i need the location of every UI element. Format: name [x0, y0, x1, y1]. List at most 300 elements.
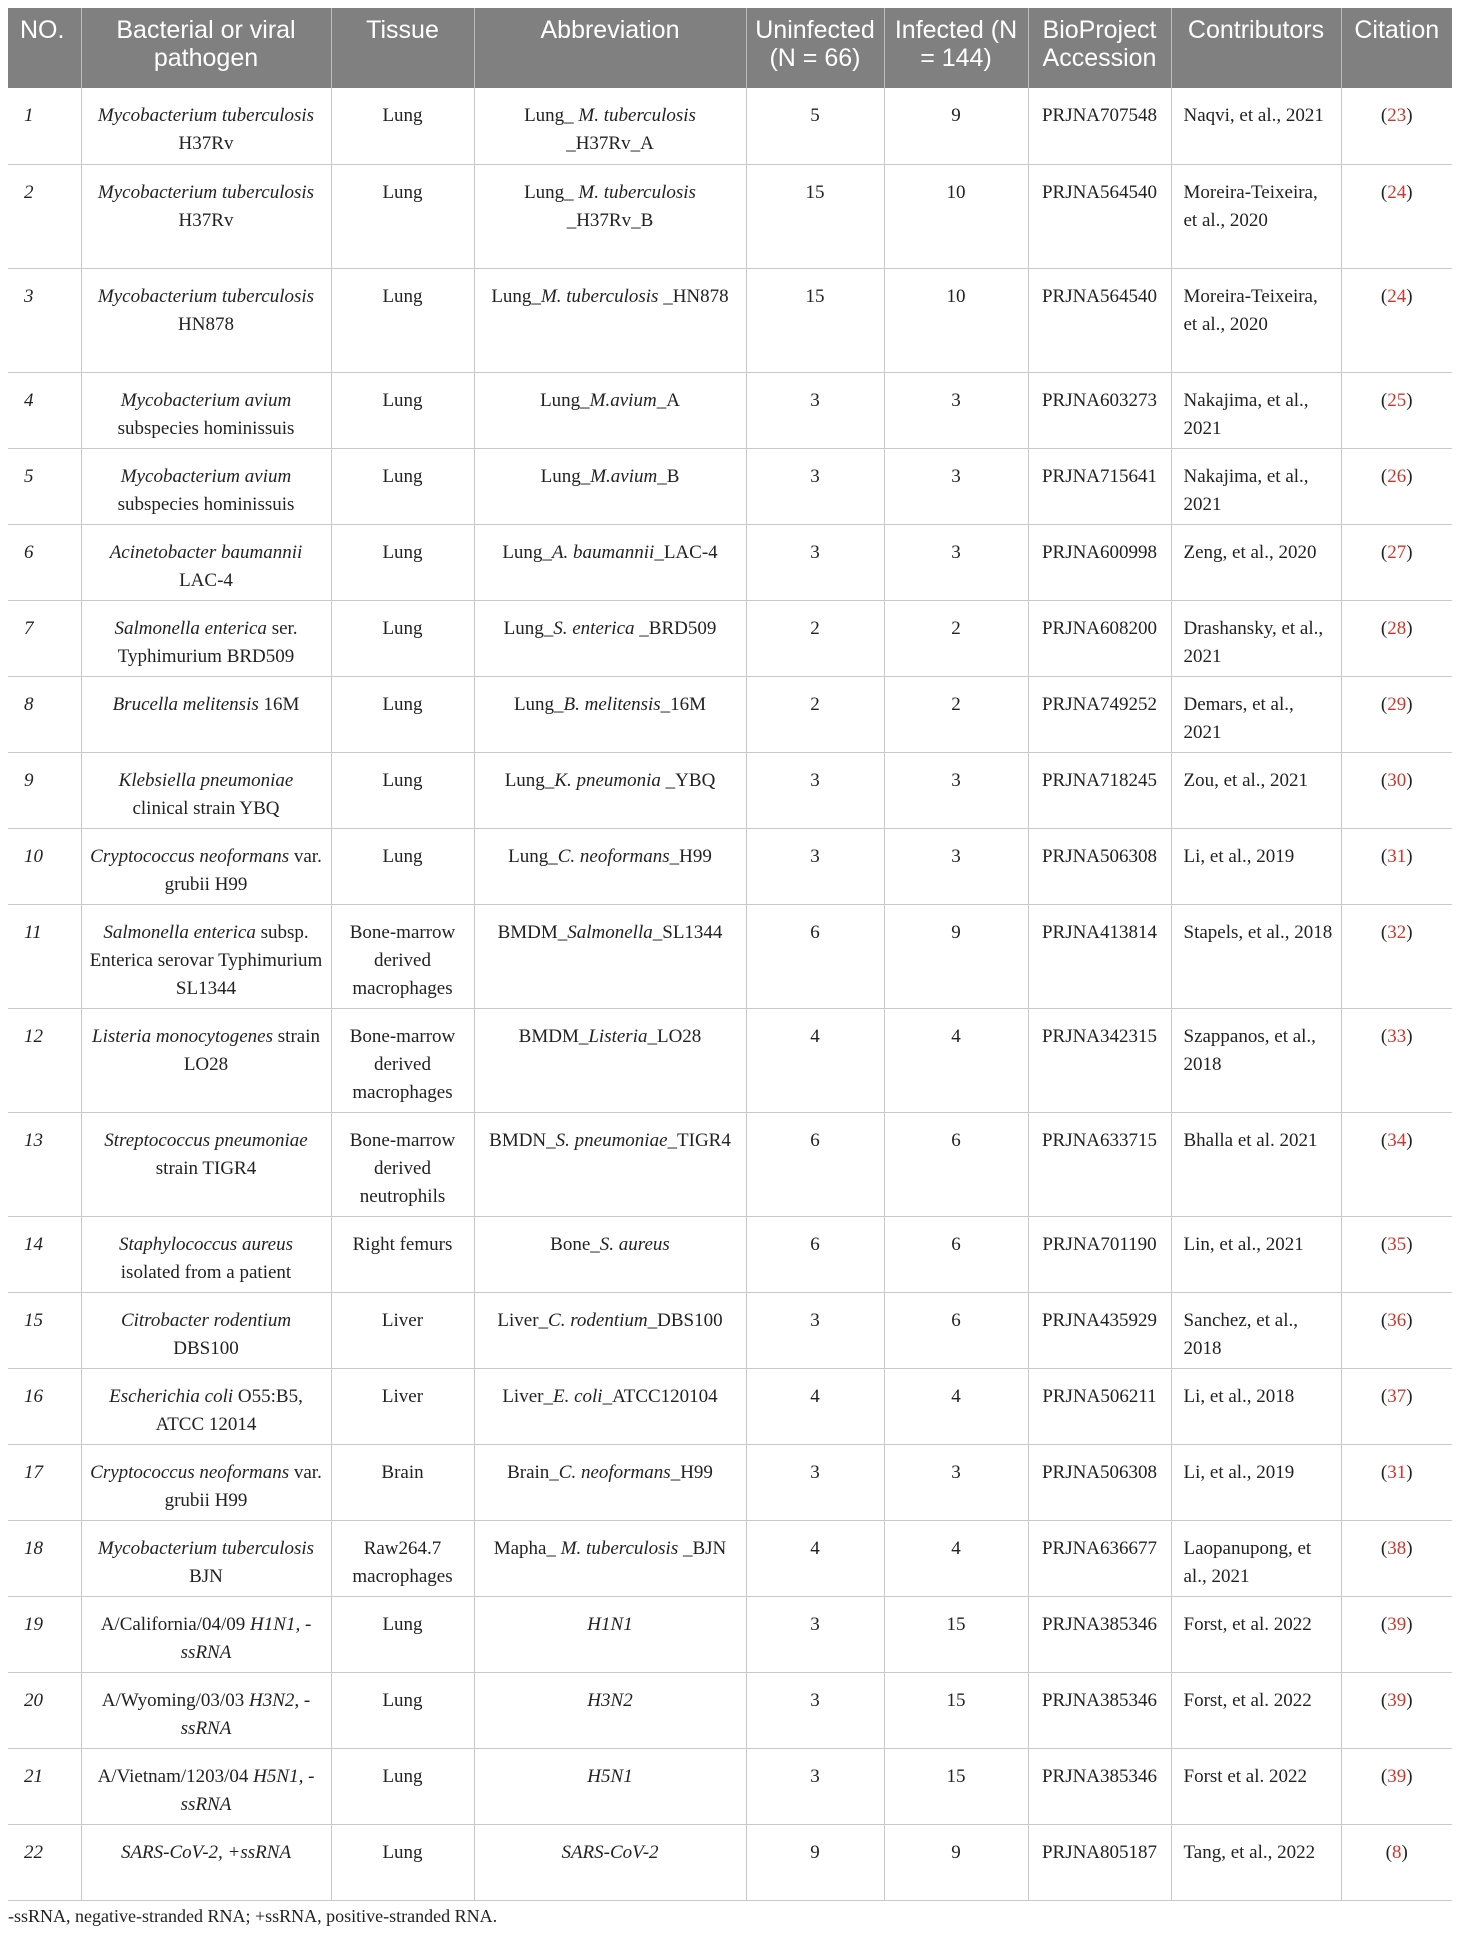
citation-open-paren: ( — [1380, 1689, 1388, 1711]
cell-pathogen — [81, 904, 331, 1008]
header-citation: Citation — [1341, 8, 1452, 88]
cell-abbreviation-segment: M.avium — [590, 465, 658, 487]
cell-pathogen-segment: H37Rv — [178, 209, 234, 231]
cell-contributors: Stapels, et al., 2018 — [1171, 904, 1341, 1008]
cell-abbreviation-segment: BMDM_ — [518, 1025, 589, 1047]
table-row — [8, 1368, 1452, 1444]
citation-link[interactable]: 34 — [1387, 1129, 1407, 1151]
cell-abbreviation-segment: _BJN — [678, 1537, 727, 1559]
header-pathogen: Bacterial or viral pathogen — [81, 8, 331, 88]
cell-accession: PRJNA701190 — [1028, 1216, 1171, 1292]
cell-citation — [1341, 1444, 1452, 1520]
cell-contributors: Bhalla et al. 2021 — [1171, 1112, 1341, 1216]
cell-accession: PRJNA564540 — [1028, 164, 1171, 268]
citation-link[interactable]: 25 — [1387, 389, 1407, 411]
cell-tissue: Brain — [331, 1444, 474, 1520]
cell-no: 20 — [8, 1672, 81, 1748]
cell-abbreviation-segment: Lung_ — [540, 465, 591, 487]
cell-no: 7 — [8, 600, 81, 676]
cell-uninfected: 3 — [746, 1672, 884, 1748]
cell-uninfected: 2 — [746, 676, 884, 752]
cell-tissue: Right femurs — [331, 1216, 474, 1292]
table-row — [8, 1292, 1452, 1368]
cell-citation — [1341, 904, 1452, 1008]
cell-tissue: Lung — [331, 600, 474, 676]
datasets-table-container — [8, 8, 1452, 1901]
cell-abbreviation — [474, 828, 746, 904]
cell-no: 18 — [8, 1520, 81, 1596]
cell-infected: 6 — [884, 1112, 1028, 1216]
cell-abbreviation — [474, 88, 746, 164]
cell-citation — [1341, 1672, 1452, 1748]
table-row — [8, 828, 1452, 904]
cell-tissue: Bone-marrow derived neutrophils — [331, 1112, 474, 1216]
cell-citation — [1341, 448, 1452, 524]
cell-tissue: Lung — [331, 268, 474, 372]
cell-accession: PRJNA564540 — [1028, 268, 1171, 372]
cell-abbreviation-segment: Lung_ — [508, 845, 558, 867]
cell-contributors: Nakajima, et al., 2021 — [1171, 448, 1341, 524]
cell-pathogen-segment: var. grubii H99 — [164, 845, 322, 895]
cell-uninfected: 3 — [746, 448, 884, 524]
cell-abbreviation-segment: _LAC-4 — [654, 541, 718, 563]
cell-pathogen-segment: Mycobacterium avium — [120, 465, 292, 487]
cell-abbreviation — [474, 372, 746, 448]
cell-abbreviation-segment: H3N2 — [587, 1689, 633, 1711]
citation-link[interactable]: 39 — [1387, 1613, 1407, 1635]
cell-uninfected: 6 — [746, 904, 884, 1008]
cell-contributors: Forst et al. 2022 — [1171, 1748, 1341, 1824]
cell-abbreviation-segment: Liver_ — [502, 1385, 553, 1407]
citation-close-paren: ) — [1406, 1025, 1413, 1047]
citation-close-paren: ) — [1406, 1765, 1413, 1787]
cell-accession: PRJNA435929 — [1028, 1292, 1171, 1368]
cell-citation — [1341, 88, 1452, 164]
cell-abbreviation — [474, 524, 746, 600]
cell-pathogen — [81, 1112, 331, 1216]
cell-accession: PRJNA608200 — [1028, 600, 1171, 676]
table-row — [8, 1520, 1452, 1596]
cell-no: 21 — [8, 1748, 81, 1824]
cell-infected: 3 — [884, 1444, 1028, 1520]
cell-pathogen — [81, 1368, 331, 1444]
cell-abbreviation-segment: S. aureus — [599, 1233, 670, 1255]
cell-tissue: Lung — [331, 1596, 474, 1672]
cell-abbreviation-segment: B. melitensis — [563, 693, 661, 715]
cell-accession: PRJNA715641 — [1028, 448, 1171, 524]
citation-open-paren: ( — [1380, 1537, 1388, 1559]
cell-abbreviation — [474, 904, 746, 1008]
cell-uninfected: 5 — [746, 88, 884, 164]
cell-uninfected: 9 — [746, 1824, 884, 1900]
cell-abbreviation-segment: Lung_ — [513, 693, 564, 715]
cell-no: 3 — [8, 268, 81, 372]
header-tissue: Tissue — [331, 8, 474, 88]
cell-uninfected: 3 — [746, 1596, 884, 1672]
cell-pathogen — [81, 268, 331, 372]
cell-pathogen — [81, 1596, 331, 1672]
cell-pathogen-segment: HN878 — [178, 313, 234, 335]
cell-accession: PRJNA385346 — [1028, 1596, 1171, 1672]
table-row — [8, 752, 1452, 828]
cell-infected: 15 — [884, 1672, 1028, 1748]
cell-citation — [1341, 828, 1452, 904]
cell-pathogen-segment: subsp. Enterica serovar Typhimurium SL1344 — [89, 921, 323, 999]
cell-abbreviation-segment: M. tuberculosis — [578, 105, 696, 126]
citation-link[interactable]: 23 — [1387, 105, 1407, 126]
cell-contributors: Li, et al., 2019 — [1171, 828, 1341, 904]
cell-infected: 3 — [884, 524, 1028, 600]
cell-citation — [1341, 1112, 1452, 1216]
cell-citation — [1341, 1748, 1452, 1824]
cell-uninfected: 3 — [746, 1748, 884, 1824]
cell-abbreviation-segment: Salmonella — [567, 921, 653, 943]
cell-abbreviation-segment: SARS-CoV-2 — [561, 1841, 659, 1863]
citation-link[interactable]: 38 — [1387, 1537, 1407, 1559]
cell-uninfected: 4 — [746, 1520, 884, 1596]
cell-pathogen-segment: H5N1, -ssRNA — [180, 1765, 315, 1815]
cell-abbreviation-segment: _H99 — [670, 1461, 713, 1483]
header-uninfected: Uninfected (N = 66) — [746, 8, 884, 88]
cell-pathogen — [81, 1216, 331, 1292]
cell-abbreviation-segment: K. pneumonia — [554, 769, 661, 791]
cell-abbreviation-segment: _DBS100 — [647, 1309, 723, 1331]
cell-infected: 4 — [884, 1520, 1028, 1596]
cell-infected: 3 — [884, 372, 1028, 448]
cell-contributors: Forst, et al. 2022 — [1171, 1672, 1341, 1748]
citation-link[interactable]: 29 — [1387, 693, 1407, 715]
cell-abbreviation-segment: Lung_ — [502, 541, 552, 563]
cell-tissue: Lung — [331, 752, 474, 828]
citation-link[interactable]: 24 — [1387, 285, 1407, 307]
citation-link[interactable]: 30 — [1387, 769, 1407, 791]
cell-pathogen-segment: Mycobacterium tuberculosis — [97, 285, 315, 307]
table-body — [8, 88, 1452, 1900]
cell-pathogen — [81, 524, 331, 600]
cell-tissue: Lung — [331, 1672, 474, 1748]
citation-open-paren: ( — [1380, 845, 1388, 867]
header-row — [8, 8, 1452, 88]
cell-abbreviation-segment: Liver_ — [497, 1309, 549, 1331]
cell-pathogen — [81, 372, 331, 448]
cell-pathogen — [81, 1672, 331, 1748]
cell-infected: 9 — [884, 904, 1028, 1008]
header-infected: Infected (N = 144) — [884, 8, 1028, 88]
cell-citation — [1341, 164, 1452, 268]
cell-pathogen-segment: ser. Typhimurium BRD509 — [117, 617, 298, 667]
table-row — [8, 1008, 1452, 1112]
cell-pathogen-segment: Cryptococcus neoformans — [90, 845, 290, 867]
cell-contributors: Moreira-Teixeira, et al., 2020 — [1171, 164, 1341, 268]
cell-tissue: Bone-marrow derived macrophages — [331, 1008, 474, 1112]
cell-uninfected: 2 — [746, 600, 884, 676]
cell-infected: 4 — [884, 1008, 1028, 1112]
cell-accession: PRJNA749252 — [1028, 676, 1171, 752]
citation-link[interactable]: 28 — [1387, 617, 1407, 639]
citation-close-paren: ) — [1406, 1233, 1413, 1255]
citation-link[interactable]: 31 — [1387, 1461, 1407, 1483]
cell-abbreviation — [474, 1008, 746, 1112]
table-row — [8, 88, 1452, 164]
cell-infected: 4 — [884, 1368, 1028, 1444]
citation-link[interactable]: 37 — [1387, 1385, 1407, 1407]
cell-pathogen-segment: Acinetobacter baumannii — [109, 541, 303, 563]
cell-abbreviation-segment: E. coli — [552, 1385, 603, 1407]
cell-pathogen-segment: 16M — [258, 693, 300, 715]
cell-abbreviation-segment: BMDN_ — [489, 1129, 556, 1151]
cell-citation — [1341, 600, 1452, 676]
cell-uninfected: 3 — [746, 752, 884, 828]
cell-abbreviation — [474, 1444, 746, 1520]
cell-uninfected: 15 — [746, 164, 884, 268]
cell-abbreviation-segment: M. tuberculosis — [560, 1537, 679, 1559]
cell-abbreviation-segment: Bone_ — [550, 1233, 600, 1255]
cell-abbreviation — [474, 1520, 746, 1596]
cell-accession: PRJNA385346 — [1028, 1748, 1171, 1824]
table-row — [8, 164, 1452, 268]
cell-pathogen — [81, 448, 331, 524]
cell-tissue: Lung — [331, 1824, 474, 1900]
citation-open-paren: ( — [1380, 1765, 1388, 1787]
cell-citation — [1341, 1368, 1452, 1444]
cell-pathogen-segment: H3N2, -ssRNA — [180, 1689, 311, 1739]
citation-close-paren: ) — [1406, 285, 1413, 307]
cell-pathogen-segment: A/Vietnam/1203/04 — [97, 1765, 254, 1787]
cell-pathogen — [81, 1824, 331, 1900]
cell-contributors: Zou, et al., 2021 — [1171, 752, 1341, 828]
table-row — [8, 1824, 1452, 1900]
cell-uninfected: 4 — [746, 1368, 884, 1444]
cell-accession: PRJNA506308 — [1028, 1444, 1171, 1520]
cell-no: 10 — [8, 828, 81, 904]
cell-abbreviation — [474, 600, 746, 676]
table-row — [8, 268, 1452, 372]
cell-pathogen-segment: Salmonella enterica — [114, 617, 267, 639]
cell-abbreviation-segment: C. neoformans — [557, 845, 670, 867]
citation-open-paren: ( — [1380, 1613, 1388, 1635]
citation-close-paren: ) — [1406, 769, 1413, 791]
citation-link[interactable]: 31 — [1387, 845, 1407, 867]
citation-open-paren: ( — [1380, 1461, 1388, 1483]
header-abbreviation: Abbreviation — [474, 8, 746, 88]
cell-abbreviation-segment: Brain_ — [507, 1461, 559, 1483]
cell-tissue: Lung — [331, 88, 474, 164]
cell-citation — [1341, 1216, 1452, 1292]
cell-citation — [1341, 1008, 1452, 1112]
cell-infected: 2 — [884, 600, 1028, 676]
cell-pathogen-segment: LAC-4 — [179, 569, 233, 591]
cell-infected: 6 — [884, 1216, 1028, 1292]
cell-abbreviation-segment: _A — [656, 389, 680, 411]
cell-tissue: Lung — [331, 164, 474, 268]
cell-pathogen-segment: Mycobacterium tuberculosis — [97, 105, 315, 126]
cell-abbreviation-segment: Lung_ — [524, 105, 579, 126]
cell-abbreviation — [474, 164, 746, 268]
cell-abbreviation-segment: H1N1 — [587, 1613, 633, 1635]
cell-pathogen — [81, 1444, 331, 1520]
citation-link[interactable]: 26 — [1387, 465, 1407, 487]
citation-close-paren: ) — [1406, 1309, 1413, 1331]
cell-infected: 10 — [884, 164, 1028, 268]
cell-infected: 9 — [884, 1824, 1028, 1900]
header-accession: BioProject Accession — [1028, 8, 1171, 88]
cell-contributors: Tang, et al., 2022 — [1171, 1824, 1341, 1900]
table-row — [8, 1444, 1452, 1520]
citation-open-paren: ( — [1380, 1385, 1388, 1407]
table-row — [8, 524, 1452, 600]
citation-open-paren: ( — [1380, 1233, 1388, 1255]
citation-link[interactable]: 36 — [1387, 1309, 1407, 1331]
citation-close-paren: ) — [1406, 1537, 1413, 1559]
cell-pathogen-segment: H37Rv — [178, 133, 234, 154]
cell-contributors: Drashansky, et al., 2021 — [1171, 600, 1341, 676]
cell-abbreviation-segment: S. enterica — [553, 617, 635, 639]
cell-abbreviation-segment: _YBQ — [660, 769, 716, 791]
cell-pathogen-segment: var. grubii H99 — [164, 1461, 322, 1511]
citation-close-paren: ) — [1406, 1689, 1413, 1711]
cell-uninfected: 3 — [746, 828, 884, 904]
cell-pathogen-segment: Cryptococcus neoformans — [90, 1461, 290, 1483]
header-contributors: Contributors — [1171, 8, 1341, 88]
cell-tissue: Bone-marrow derived macrophages — [331, 904, 474, 1008]
cell-abbreviation — [474, 1368, 746, 1444]
cell-abbreviation-segment: Listeria — [588, 1025, 648, 1047]
cell-accession: PRJNA805187 — [1028, 1824, 1171, 1900]
cell-abbreviation — [474, 1292, 746, 1368]
citation-open-paren: ( — [1380, 285, 1388, 307]
cell-pathogen-segment: subspecies hominissuis — [117, 417, 295, 439]
cell-uninfected: 6 — [746, 1112, 884, 1216]
cell-pathogen-segment: SARS-CoV-2, +ssRNA — [120, 1841, 292, 1863]
citation-open-paren: ( — [1380, 389, 1388, 411]
cell-pathogen-segment: Streptococcus pneumoniae — [104, 1129, 308, 1151]
cell-pathogen — [81, 1292, 331, 1368]
cell-pathogen-segment: A/Wyoming/03/03 — [101, 1689, 249, 1711]
cell-pathogen-segment: Mycobacterium avium — [120, 389, 292, 411]
cell-uninfected: 3 — [746, 1444, 884, 1520]
cell-citation — [1341, 1824, 1452, 1900]
cell-pathogen — [81, 1008, 331, 1112]
cell-abbreviation-segment: H5N1 — [587, 1765, 633, 1787]
citation-link[interactable]: 35 — [1387, 1233, 1407, 1255]
cell-pathogen — [81, 828, 331, 904]
cell-abbreviation-segment: C. rodentium — [548, 1309, 648, 1331]
cell-no: 5 — [8, 448, 81, 524]
citation-link[interactable]: 27 — [1387, 541, 1407, 563]
table-header — [8, 8, 1452, 88]
cell-no: 14 — [8, 1216, 81, 1292]
cell-abbreviation-segment: S. pneumoniae — [555, 1129, 668, 1151]
cell-abbreviation-segment: _BRD509 — [634, 617, 717, 639]
cell-infected: 6 — [884, 1292, 1028, 1368]
citation-link[interactable]: 39 — [1387, 1765, 1407, 1787]
cell-tissue: Lung — [331, 524, 474, 600]
cell-pathogen — [81, 1520, 331, 1596]
citation-link[interactable]: 8 — [1392, 1841, 1402, 1863]
cell-no: 22 — [8, 1824, 81, 1900]
cell-pathogen-segment: Klebsiella pneumoniae — [118, 769, 294, 791]
cell-abbreviation-segment: Lung_ — [504, 769, 555, 791]
citation-close-paren: ) — [1406, 617, 1413, 639]
cell-tissue: Liver — [331, 1292, 474, 1368]
cell-citation — [1341, 1520, 1452, 1596]
header-no: NO. — [8, 8, 81, 88]
cell-pathogen — [81, 164, 331, 268]
cell-accession: PRJNA385346 — [1028, 1672, 1171, 1748]
cell-uninfected: 6 — [746, 1216, 884, 1292]
cell-pathogen-segment: Mycobacterium tuberculosis — [97, 181, 315, 203]
table-row — [8, 1672, 1452, 1748]
cell-abbreviation — [474, 1112, 746, 1216]
cell-abbreviation-segment: _HN878 — [658, 285, 729, 307]
cell-contributors: Li, et al., 2018 — [1171, 1368, 1341, 1444]
cell-contributors: Szappanos, et al., 2018 — [1171, 1008, 1341, 1112]
citation-open-paren: ( — [1380, 693, 1388, 715]
cell-abbreviation — [474, 448, 746, 524]
citation-link[interactable]: 33 — [1387, 1025, 1407, 1047]
citation-open-paren: ( — [1380, 465, 1388, 487]
citation-close-paren: ) — [1406, 389, 1413, 411]
cell-no: 9 — [8, 752, 81, 828]
citation-close-paren: ) — [1406, 693, 1413, 715]
citation-close-paren: ) — [1406, 1129, 1413, 1151]
table-row — [8, 600, 1452, 676]
table-row — [8, 1112, 1452, 1216]
table-row — [8, 904, 1452, 1008]
table-row — [8, 676, 1452, 752]
citation-open-paren: ( — [1380, 1025, 1388, 1047]
cell-no: 2 — [8, 164, 81, 268]
table-row — [8, 1748, 1452, 1824]
citation-link[interactable]: 32 — [1387, 921, 1407, 943]
cell-infected: 2 — [884, 676, 1028, 752]
cell-infected: 15 — [884, 1596, 1028, 1672]
cell-tissue: Lung — [331, 676, 474, 752]
cell-contributors: Demars, et al., 2021 — [1171, 676, 1341, 752]
citation-open-paren: ( — [1380, 105, 1388, 126]
cell-infected: 3 — [884, 448, 1028, 524]
cell-abbreviation-segment: _H37Rv_A — [566, 133, 654, 154]
cell-tissue: Raw264.7 macrophages — [331, 1520, 474, 1596]
cell-accession: PRJNA633715 — [1028, 1112, 1171, 1216]
cell-contributors: Sanchez, et al., 2018 — [1171, 1292, 1341, 1368]
citation-link[interactable]: 24 — [1387, 181, 1407, 203]
cell-citation — [1341, 1292, 1452, 1368]
citation-close-paren: ) — [1406, 1613, 1413, 1635]
table-row — [8, 372, 1452, 448]
citation-open-paren: ( — [1385, 1841, 1392, 1863]
citation-open-paren: ( — [1380, 181, 1388, 203]
cell-abbreviation — [474, 676, 746, 752]
citation-open-paren: ( — [1380, 541, 1388, 563]
cell-abbreviation-segment: _H37Rv_B — [566, 209, 654, 231]
cell-tissue: Liver — [331, 1368, 474, 1444]
cell-citation — [1341, 1596, 1452, 1672]
cell-pathogen — [81, 752, 331, 828]
cell-uninfected: 15 — [746, 268, 884, 372]
cell-accession: PRJNA603273 — [1028, 372, 1171, 448]
cell-contributors: Laopanupong, et al., 2021 — [1171, 1520, 1341, 1596]
cell-abbreviation — [474, 1672, 746, 1748]
cell-citation — [1341, 752, 1452, 828]
cell-abbreviation-segment: _ATCC120104 — [602, 1385, 718, 1407]
cell-abbreviation-segment: C. neoformans — [558, 1461, 671, 1483]
cell-abbreviation-segment: A. baumannii — [551, 541, 655, 563]
cell-abbreviation — [474, 1216, 746, 1292]
cell-accession: PRJNA636677 — [1028, 1520, 1171, 1596]
citation-link[interactable]: 39 — [1387, 1689, 1407, 1711]
citation-close-paren: ) — [1406, 541, 1413, 563]
